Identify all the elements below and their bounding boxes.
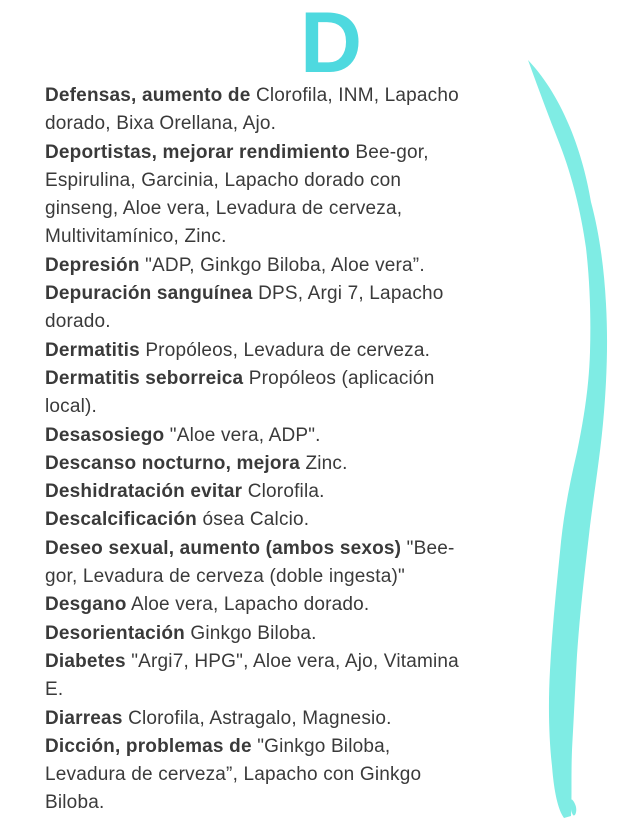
entry-remedies: Aloe vera, Lapacho dorado. — [131, 594, 370, 616]
entry-term: Desorientación — [45, 622, 185, 644]
entry-term: Descalcificación — [45, 509, 197, 531]
entry-term: Depuración sanguínea — [45, 283, 253, 305]
entry-remedies: Clorofila. — [247, 481, 325, 503]
entry-term: Diabetes — [45, 650, 126, 672]
entry-remedies: ósea Calcio. — [202, 509, 310, 531]
entry-remedies: Clorofila, Astragalo, Magnesio. — [128, 707, 392, 729]
entry — [45, 620, 465, 648]
entry — [45, 82, 465, 139]
entry-remedies: "Aloe vera, ADP". — [169, 424, 321, 446]
entry-remedies: Propóleos, Levadura de cerveza. — [145, 339, 431, 361]
entry-remedies: Clorofila, INM, Lapacho dorado, Bixa Orellana, Ajo. — [45, 85, 459, 135]
entry — [45, 252, 465, 280]
entry-term: Dermatitis seborreica — [45, 367, 244, 389]
entry — [45, 365, 465, 422]
entry-remedies: Bee-gor, Espirulina, Garcinia, Lapacho dorado con ginseng, Aloe vera, Levadura de cerveza, Multivitamínico, Zinc. — [45, 141, 429, 248]
section-letter-heading: D — [299, 0, 362, 91]
entry — [45, 705, 465, 733]
entry-term: Dermatitis — [45, 339, 140, 361]
entry-term: Descanso nocturno, mejora — [45, 452, 300, 474]
entry-term: Diarreas — [45, 707, 123, 729]
entry — [45, 422, 465, 450]
entry-remedies: Propóleos (aplicación local). — [45, 367, 435, 418]
entry — [45, 506, 465, 534]
entry — [45, 337, 465, 365]
entry — [45, 733, 465, 818]
entries-list — [45, 82, 465, 818]
entry — [45, 535, 465, 592]
entry — [45, 450, 465, 478]
entry-term: Depresión — [45, 254, 140, 276]
brush-speckle — [559, 796, 566, 815]
entry-remedies: DPS, Argi 7, Lapacho dorado. — [45, 283, 444, 333]
entry-term: Deshidratación evitar — [45, 481, 243, 503]
entry — [45, 280, 465, 337]
entry-remedies: "ADP, Ginkgo Biloba, Aloe vera”. — [145, 254, 425, 276]
entry-remedies: "Bee-gor, Levadura de cerveza (doble ingesta)" — [45, 537, 455, 588]
entry — [45, 478, 465, 506]
entry-remedies: Ginkgo Biloba. — [190, 622, 317, 644]
entry-term: Desgano — [45, 594, 127, 616]
entry-remedies: "Argi7, HPG", Aloe vera, Ajo, Vitamina E. — [45, 650, 459, 701]
entry-term: Deseo sexual, aumento (ambos sexos) — [45, 537, 402, 559]
entry-remedies: Zinc. — [305, 452, 348, 474]
entry-term: Dicción, problemas de — [45, 735, 252, 757]
brush-speckle — [571, 800, 577, 816]
entry-term: Desasosiego — [45, 424, 165, 446]
entry — [45, 139, 465, 252]
entry — [45, 648, 465, 705]
entry — [45, 591, 465, 619]
brush-stroke-path — [528, 60, 607, 818]
entry-term: Defensas, aumento de — [45, 85, 251, 106]
entry-remedies: "Ginkgo Biloba, Levadura de cerveza”, Lapacho con Ginkgo Biloba. — [45, 735, 422, 814]
entry-term: Deportistas, mejorar rendimiento — [45, 141, 350, 163]
